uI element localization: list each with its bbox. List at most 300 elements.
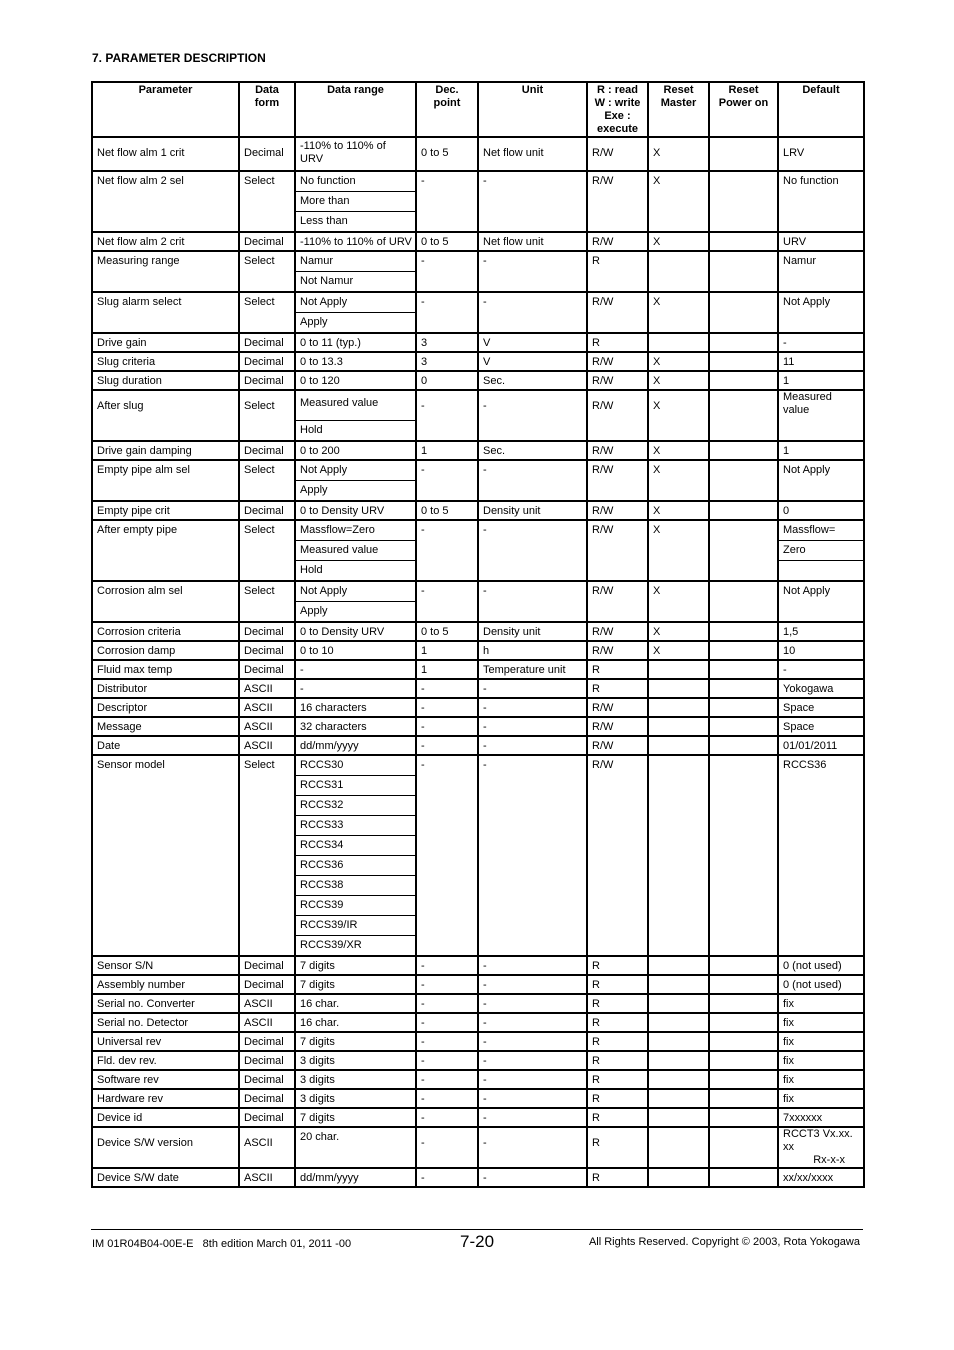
cell-reset-power-on	[709, 717, 778, 736]
cell-parameter: Slug alarm select	[92, 292, 239, 333]
cell-data-form: ASCII	[239, 736, 295, 755]
cell-parameter: Net flow alm 2 sel	[92, 171, 239, 232]
cell-rw: R	[587, 1127, 648, 1168]
cell-dec-point: -	[416, 755, 478, 956]
table-row	[92, 1108, 864, 1127]
cell-data-form: ASCII	[239, 994, 295, 1013]
cell-parameter: After empty pipe	[92, 520, 239, 581]
cell-data-form: Decimal	[239, 956, 295, 975]
cell-reset-master	[648, 1032, 709, 1051]
cell-data-form: Decimal	[239, 1108, 295, 1127]
cell-data-range: 7 digits	[295, 956, 416, 975]
table-row	[92, 460, 864, 501]
cell-reset-power-on	[709, 292, 778, 333]
cell-unit: -	[478, 698, 587, 717]
table-row	[92, 441, 864, 460]
cell-parameter: Corrosion damp	[92, 641, 239, 660]
cell-parameter: Message	[92, 717, 239, 736]
cell-rw: R	[587, 975, 648, 994]
table-row	[92, 956, 864, 975]
cell-unit: -	[478, 994, 587, 1013]
range-option: Apply	[300, 605, 328, 617]
cell-rw: R/W	[587, 622, 648, 641]
cell-data-form: Select	[239, 581, 295, 622]
cell-unit: -	[478, 520, 587, 581]
cell-reset-power-on	[709, 460, 778, 501]
range-option: Not Apply	[296, 582, 415, 602]
cell-default: fix	[778, 1051, 864, 1070]
range-option: RCCS38	[296, 876, 415, 896]
cell-default: -	[778, 660, 864, 679]
cell-default: 1,5	[778, 622, 864, 641]
cell-parameter: Slug criteria	[92, 352, 239, 371]
cell-parameter: Assembly number	[92, 975, 239, 994]
cell-unit: -	[478, 390, 587, 441]
cell-default: 7xxxxxx	[778, 1108, 864, 1127]
cell-parameter: Sensor model	[92, 755, 239, 956]
cell-dec-point: -	[416, 171, 478, 232]
cell-rw: R/W	[587, 641, 648, 660]
cell-default: 0 (not used)	[778, 956, 864, 975]
cell-reset-power-on	[709, 660, 778, 679]
cell-dec-point: -	[416, 698, 478, 717]
cell-parameter: Fld. dev rev.	[92, 1051, 239, 1070]
cell-reset-master: X	[648, 520, 709, 581]
cell-rw: R/W	[587, 137, 648, 171]
cell-reset-power-on	[709, 1089, 778, 1108]
cell-dec-point: -	[416, 1108, 478, 1127]
table-body	[92, 137, 864, 1187]
table-row	[92, 994, 864, 1013]
table-row	[92, 581, 864, 622]
cell-data-form: Select	[239, 390, 295, 441]
cell-unit: -	[478, 171, 587, 232]
cell-parameter: Net flow alm 2 crit	[92, 232, 239, 251]
cell-reset-power-on	[709, 1168, 778, 1187]
cell-rw: R/W	[587, 520, 648, 581]
cell-dec-point: -	[416, 520, 478, 581]
cell-reset-power-on	[709, 755, 778, 956]
range-option: Less than	[300, 215, 348, 227]
cell-reset-power-on	[709, 1032, 778, 1051]
table-row	[92, 390, 864, 441]
cell-data-form: Select	[239, 520, 295, 581]
range-option: Not Namur	[300, 275, 354, 287]
cell-reset-power-on	[709, 333, 778, 352]
cell-parameter: Device S/W version	[92, 1127, 239, 1168]
cell-reset-master	[648, 717, 709, 736]
table-row	[92, 1089, 864, 1108]
table-row	[92, 171, 864, 232]
col-header-rw: R : read W : write Exe : execute	[587, 82, 648, 137]
cell-default: LRV	[778, 137, 864, 171]
cell-unit: Density unit	[478, 622, 587, 641]
cell-dec-point: 0 to 5	[416, 501, 478, 520]
cell-default: fix	[778, 1089, 864, 1108]
cell-unit: -	[478, 1013, 587, 1032]
range-option: RCCS32	[296, 796, 415, 816]
cell-rw: R/W	[587, 371, 648, 390]
range-option: RCCS31	[296, 776, 415, 796]
cell-unit: -	[478, 292, 587, 333]
cell-reset-power-on	[709, 1127, 778, 1168]
cell-data-range: 0 to 10	[295, 641, 416, 660]
cell-reset-power-on	[709, 520, 778, 581]
range-option: Apply	[300, 484, 328, 496]
cell-data-form: Decimal	[239, 1051, 295, 1070]
col-header-parameter: Parameter	[92, 82, 239, 137]
cell-parameter: After slug	[92, 390, 239, 441]
cell-data-form: ASCII	[239, 1168, 295, 1187]
cell-reset-master	[648, 1013, 709, 1032]
default-line	[779, 561, 863, 580]
cell-reset-power-on	[709, 501, 778, 520]
cell-parameter: Drive gain	[92, 333, 239, 352]
table-row	[92, 660, 864, 679]
table-row	[92, 1051, 864, 1070]
cell-dec-point: 0 to 5	[416, 137, 478, 171]
cell-unit: -	[478, 1051, 587, 1070]
cell-parameter: Fluid max temp	[92, 660, 239, 679]
cell-unit: -	[478, 581, 587, 622]
cell-reset-master	[648, 1051, 709, 1070]
cell-data-range: 7 digits	[295, 975, 416, 994]
cell-reset-master	[648, 1070, 709, 1089]
table-row	[92, 371, 864, 390]
cell-default	[778, 520, 864, 581]
cell-parameter: Serial no. Converter	[92, 994, 239, 1013]
cell-reset-power-on	[709, 352, 778, 371]
cell-dec-point: -	[416, 1089, 478, 1108]
cell-reset-master: X	[648, 441, 709, 460]
col-header-data-form: Data form	[239, 82, 295, 137]
cell-default: 0 (not used)	[778, 975, 864, 994]
cell-rw: R/W	[587, 390, 648, 441]
cell-dec-point: -	[416, 679, 478, 698]
range-option: Measured value	[296, 541, 415, 561]
cell-dec-point: -	[416, 717, 478, 736]
table-row	[92, 520, 864, 581]
cell-reset-master	[648, 1168, 709, 1187]
cell-reset-master: X	[648, 641, 709, 660]
cell-unit: Net flow unit	[478, 232, 587, 251]
footer-doc-id: IM 01R04B04-00E-E	[92, 1238, 194, 1250]
cell-dec-point: 0 to 5	[416, 622, 478, 641]
table-row	[92, 736, 864, 755]
cell-rw: R	[587, 1108, 648, 1127]
footer-copyright: All Rights Reserved. Copyright © 2003, Rota Yokogawa	[588, 1236, 860, 1248]
cell-reset-master: X	[648, 352, 709, 371]
cell-data-form: Decimal	[239, 333, 295, 352]
section-title: 7. PARAMETER DESCRIPTION	[92, 51, 266, 65]
cell-parameter: Corrosion criteria	[92, 622, 239, 641]
cell-reset-master: X	[648, 137, 709, 171]
default-line: Massflow=	[779, 521, 863, 541]
cell-unit: -	[478, 1070, 587, 1089]
cell-dec-point: -	[416, 1168, 478, 1187]
cell-dec-point: 3	[416, 352, 478, 371]
cell-data-range: 0 to 200	[295, 441, 416, 460]
cell-data-range: 0 to Density URV	[295, 501, 416, 520]
cell-data-range	[295, 581, 416, 622]
cell-data-range: -110% to 110% of URV	[295, 137, 416, 171]
cell-data-range: -	[295, 679, 416, 698]
table-row	[92, 641, 864, 660]
table-row	[92, 232, 864, 251]
cell-parameter: Empty pipe alm sel	[92, 460, 239, 501]
cell-dec-point: 0 to 5	[416, 232, 478, 251]
cell-data-range	[295, 460, 416, 501]
cell-reset-master	[648, 1089, 709, 1108]
cell-reset-power-on	[709, 736, 778, 755]
cell-dec-point: 1	[416, 660, 478, 679]
cell-reset-power-on	[709, 698, 778, 717]
cell-default: 0	[778, 501, 864, 520]
table-row	[92, 1070, 864, 1089]
cell-reset-power-on	[709, 1070, 778, 1089]
cell-parameter: Measuring range	[92, 251, 239, 292]
cell-default: RCCS36	[778, 755, 864, 956]
cell-dec-point: -	[416, 390, 478, 441]
cell-default: Space	[778, 717, 864, 736]
cell-reset-master	[648, 698, 709, 717]
cell-rw: R/W	[587, 501, 648, 520]
table-row	[92, 698, 864, 717]
cell-dec-point: -	[416, 1013, 478, 1032]
cell-data-range: 16 char.	[295, 994, 416, 1013]
range-option: No function	[296, 172, 415, 192]
range-option: Massflow=Zero	[296, 521, 415, 541]
cell-default: No function	[778, 171, 864, 232]
cell-data-form: Decimal	[239, 371, 295, 390]
range-option: Measured value	[296, 391, 415, 421]
cell-data-form: Decimal	[239, 232, 295, 251]
cell-reset-power-on	[709, 956, 778, 975]
cell-default: Not Apply	[778, 581, 864, 622]
cell-data-range: 0 to 120	[295, 371, 416, 390]
cell-default: -	[778, 333, 864, 352]
cell-reset-power-on	[709, 622, 778, 641]
cell-reset-master	[648, 975, 709, 994]
cell-data-form: Decimal	[239, 975, 295, 994]
cell-unit: -	[478, 460, 587, 501]
cell-data-form: ASCII	[239, 1127, 295, 1168]
cell-parameter: Hardware rev	[92, 1089, 239, 1108]
cell-dec-point: -	[416, 1051, 478, 1070]
range-option: RCCS39/XR	[300, 939, 362, 951]
cell-unit: Net flow unit	[478, 137, 587, 171]
range-option: RCCS30	[296, 756, 415, 776]
cell-unit: Temperature unit	[478, 660, 587, 679]
cell-default: URV	[778, 232, 864, 251]
cell-data-form: Decimal	[239, 137, 295, 171]
cell-data-range: 3 digits	[295, 1051, 416, 1070]
cell-default: Not Apply	[778, 292, 864, 333]
cell-data-form: Decimal	[239, 501, 295, 520]
cell-rw: R	[587, 956, 648, 975]
cell-dec-point: -	[416, 292, 478, 333]
cell-data-range: 32 characters	[295, 717, 416, 736]
cell-reset-power-on	[709, 1013, 778, 1032]
cell-rw: R/W	[587, 717, 648, 736]
cell-default: fix	[778, 1013, 864, 1032]
cell-unit: -	[478, 736, 587, 755]
cell-unit: Density unit	[478, 501, 587, 520]
cell-data-range: 3 digits	[295, 1089, 416, 1108]
cell-parameter: Distributor	[92, 679, 239, 698]
cell-data-form: Select	[239, 755, 295, 956]
table-row	[92, 501, 864, 520]
default-line: Rx-x-x	[813, 1154, 845, 1166]
cell-data-range: 0 to Density URV	[295, 622, 416, 641]
cell-rw: R	[587, 994, 648, 1013]
col-header-dec-point: Dec. point	[416, 82, 478, 137]
cell-reset-master	[648, 755, 709, 956]
col-header-unit: Unit	[478, 82, 587, 137]
cell-data-form: Select	[239, 292, 295, 333]
cell-rw: R/W	[587, 352, 648, 371]
cell-rw: R	[587, 1051, 648, 1070]
cell-default: fix	[778, 1032, 864, 1051]
cell-reset-power-on	[709, 137, 778, 171]
cell-data-form: Decimal	[239, 1070, 295, 1089]
cell-default: Not Apply	[778, 460, 864, 501]
cell-data-range	[295, 390, 416, 441]
cell-reset-power-on	[709, 975, 778, 994]
cell-unit: -	[478, 1168, 587, 1187]
cell-data-form: Decimal	[239, 1032, 295, 1051]
cell-reset-power-on	[709, 679, 778, 698]
range-option: RCCS39/IR	[296, 916, 415, 936]
cell-unit: -	[478, 1089, 587, 1108]
cell-data-range: 16 characters	[295, 698, 416, 717]
cell-data-form: Decimal	[239, 441, 295, 460]
cell-reset-master: X	[648, 581, 709, 622]
cell-reset-master	[648, 1127, 709, 1168]
cell-reset-master	[648, 994, 709, 1013]
range-option: Apply	[300, 316, 328, 328]
cell-rw: R	[587, 1089, 648, 1108]
cell-rw: R	[587, 679, 648, 698]
cell-reset-power-on	[709, 171, 778, 232]
cell-data-range: 3 digits	[295, 1070, 416, 1089]
range-option: RCCS39	[296, 896, 415, 916]
cell-data-range	[295, 292, 416, 333]
cell-reset-power-on	[709, 1051, 778, 1070]
cell-parameter: Device id	[92, 1108, 239, 1127]
cell-reset-master: X	[648, 501, 709, 520]
cell-data-range	[295, 755, 416, 956]
cell-data-form: Decimal	[239, 1089, 295, 1108]
range-option: RCCS34	[296, 836, 415, 856]
cell-rw: R/W	[587, 460, 648, 501]
cell-dec-point: 1	[416, 641, 478, 660]
range-option: RCCS36	[296, 856, 415, 876]
cell-data-form: Select	[239, 460, 295, 501]
cell-reset-master: X	[648, 390, 709, 441]
table-row	[92, 1127, 864, 1168]
cell-dec-point: -	[416, 1127, 478, 1168]
cell-parameter: Device S/W date	[92, 1168, 239, 1187]
cell-reset-power-on	[709, 441, 778, 460]
col-header-data-range: Data range	[295, 82, 416, 137]
cell-default: fix	[778, 994, 864, 1013]
page-number: 7-20	[460, 1232, 495, 1251]
cell-rw: R/W	[587, 698, 648, 717]
cell-reset-master	[648, 251, 709, 292]
cell-dec-point: -	[416, 1070, 478, 1089]
cell-dec-point: -	[416, 460, 478, 501]
cell-dec-point: -	[416, 956, 478, 975]
cell-parameter: Empty pipe crit	[92, 501, 239, 520]
cell-dec-point: -	[416, 1032, 478, 1051]
cell-dec-point: -	[416, 736, 478, 755]
cell-unit: -	[478, 1127, 587, 1168]
cell-unit: Sec.	[478, 441, 587, 460]
cell-data-form: ASCII	[239, 698, 295, 717]
table-row	[92, 352, 864, 371]
footer-divider	[91, 1229, 863, 1230]
cell-parameter: Drive gain damping	[92, 441, 239, 460]
cell-rw: R	[587, 1032, 648, 1051]
cell-default: 1	[778, 371, 864, 390]
cell-data-form: Select	[239, 251, 295, 292]
footer-edition: 8th edition March 01, 2011 -00	[202, 1238, 352, 1250]
cell-data-range: 16 char.	[295, 1013, 416, 1032]
cell-parameter: Sensor S/N	[92, 956, 239, 975]
cell-parameter: Slug duration	[92, 371, 239, 390]
cell-data-range	[295, 520, 416, 581]
col-header-default: Default	[778, 82, 864, 137]
cell-data-form: ASCII	[239, 1013, 295, 1032]
cell-reset-master: X	[648, 232, 709, 251]
cell-rw: R/W	[587, 232, 648, 251]
default-line: xx	[783, 1141, 794, 1153]
col-header-reset-power-on: Reset Power on	[709, 82, 778, 137]
parameter-table	[91, 81, 865, 1188]
cell-default: 1	[778, 441, 864, 460]
cell-dec-point: 1	[416, 441, 478, 460]
cell-default: 10	[778, 641, 864, 660]
cell-data-range	[295, 171, 416, 232]
table-row	[92, 1013, 864, 1032]
cell-reset-power-on	[709, 251, 778, 292]
range-option: More than	[296, 192, 415, 212]
cell-rw: R	[587, 251, 648, 292]
table-row	[92, 975, 864, 994]
cell-default: Measured value	[778, 390, 864, 441]
cell-data-range	[295, 251, 416, 292]
cell-reset-master: X	[648, 292, 709, 333]
cell-data-range: 7 digits	[295, 1108, 416, 1127]
cell-unit: -	[478, 679, 587, 698]
header-row	[92, 82, 864, 137]
cell-unit: V	[478, 333, 587, 352]
cell-default: xx/xx/xxxx	[778, 1168, 864, 1187]
cell-data-form: ASCII	[239, 679, 295, 698]
cell-parameter: Serial no. Detector	[92, 1013, 239, 1032]
range-option: Not Apply	[296, 461, 415, 481]
cell-reset-power-on	[709, 581, 778, 622]
table-row	[92, 292, 864, 333]
cell-rw: R	[587, 1168, 648, 1187]
cell-data-range: -	[295, 660, 416, 679]
footer-doc-info	[92, 1238, 351, 1250]
range-option: Hold	[300, 564, 323, 576]
cell-unit: -	[478, 975, 587, 994]
cell-rw: R/W	[587, 441, 648, 460]
cell-data-range: -110% to 110% of URV	[295, 232, 416, 251]
